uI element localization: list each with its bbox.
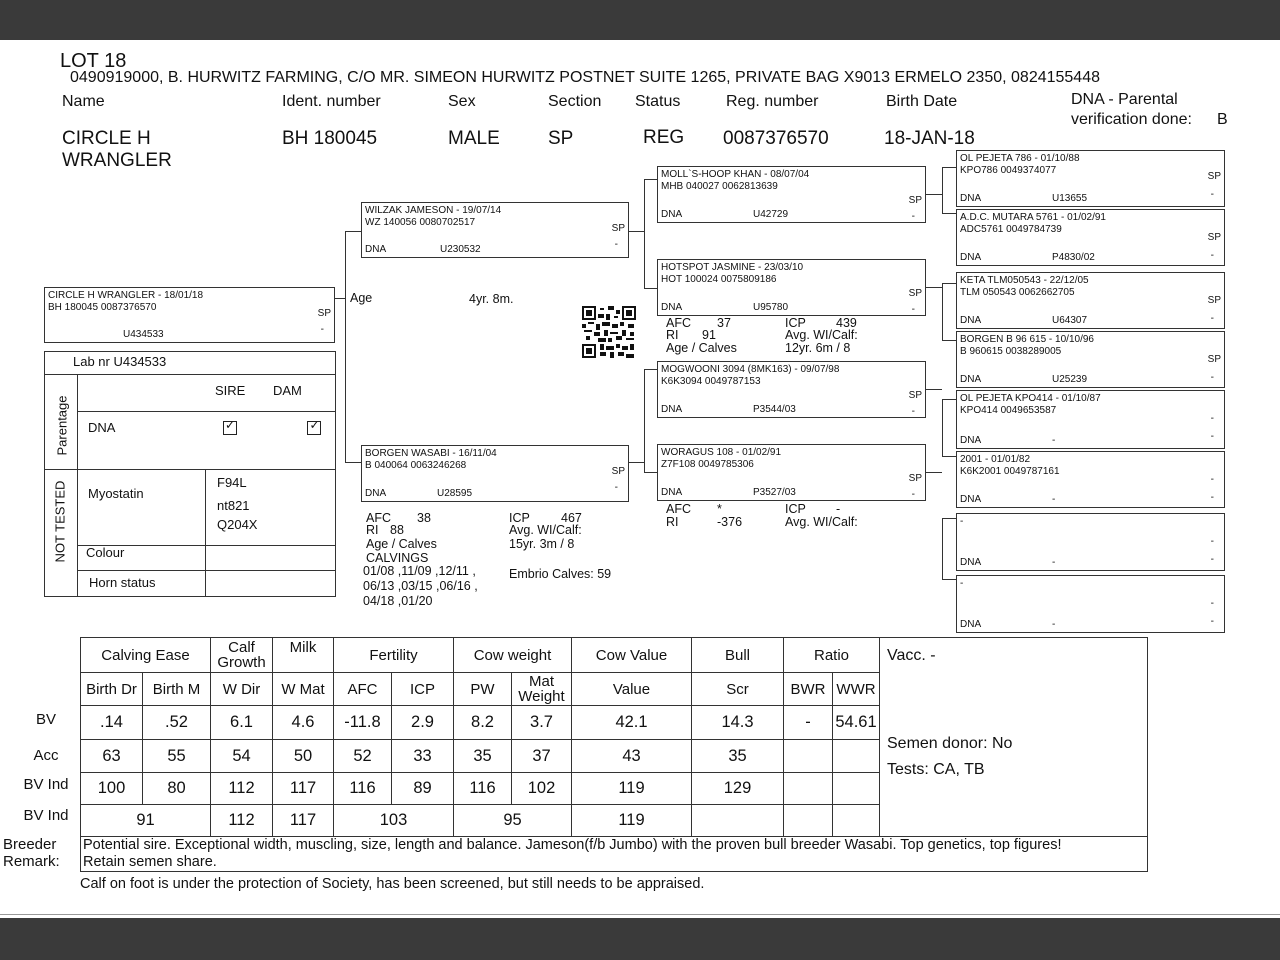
gp2-ri: 91 xyxy=(702,328,716,342)
dam-afc: 38 xyxy=(417,511,431,525)
dam-calvings-3: 04/18 ,01/20 xyxy=(363,594,433,608)
acc-cell: 37 xyxy=(512,740,572,773)
dam-box xyxy=(361,445,629,502)
connector xyxy=(926,472,942,473)
ggp2-dna: P4830/02 xyxy=(1052,252,1095,263)
gp-box-4 xyxy=(657,444,926,501)
sire-sp: SP xyxy=(611,223,625,234)
ggp4-dash: - xyxy=(1210,372,1214,383)
ggp-box-2 xyxy=(956,209,1225,266)
gp2-avg-label: Avg. WI/Calf: xyxy=(785,328,858,342)
divider xyxy=(77,374,78,596)
gp4-title: WORAGUS 108 - 01/02/91 xyxy=(661,447,782,458)
bvind2-calving-ease: 91 xyxy=(81,805,211,837)
ggp7-dna: - xyxy=(1052,557,1056,568)
connector xyxy=(942,518,956,519)
subject-dna: U434533 xyxy=(123,329,164,340)
gp1-dna-label: DNA xyxy=(661,209,683,220)
gp1-title: MOLL`S-HOOP KHAN - 08/07/04 xyxy=(661,169,810,180)
gp4-sp: SP xyxy=(908,473,922,484)
gp2-ident: HOT 100024 0075809186 xyxy=(661,274,777,285)
acc-cell: 63 xyxy=(81,740,143,773)
dam-calvings-1: 01/08 ,11/09 ,12/11 , xyxy=(363,564,476,578)
lab-box xyxy=(44,351,336,597)
dam-ri: 88 xyxy=(390,523,404,537)
gp4-dash: - xyxy=(911,489,915,500)
sire-box xyxy=(361,202,629,258)
connector xyxy=(942,518,943,580)
dam-age-calves: 15yr. 3m / 8 xyxy=(509,537,575,551)
remark-label: Remark: xyxy=(3,853,60,870)
dam-embrio: Embrio Calves: 59 xyxy=(509,567,612,581)
ggp-box-1 xyxy=(956,150,1225,207)
connector xyxy=(942,399,956,400)
gp3-title: MOGWOONI 3094 (8MK163) - 09/07/98 xyxy=(661,364,840,375)
dam-sp: SP xyxy=(611,466,625,477)
bvind-cell: 102 xyxy=(512,773,572,805)
ggp-box-5 xyxy=(956,390,1225,449)
myo-q204x: Q204X xyxy=(217,517,258,532)
bvind-cell xyxy=(784,773,833,805)
ggp6-sp: - xyxy=(1210,474,1214,485)
sire-dna-label: DNA xyxy=(365,244,387,255)
ggp6-dna: - xyxy=(1052,494,1056,505)
sub-w-dir: W Dir xyxy=(211,673,273,706)
dam-title: BORGEN WASABI - 16/11/04 xyxy=(365,448,497,459)
acc-cell: 35 xyxy=(692,740,784,773)
horn-label: Horn status xyxy=(89,575,156,590)
gp1-sp: SP xyxy=(908,195,922,206)
bvind-cell: 117 xyxy=(273,773,334,805)
dam-avg-label: Avg. WI/Calf: xyxy=(509,523,582,537)
gp3-dash: - xyxy=(911,406,915,417)
subject-sp: SP xyxy=(317,308,331,319)
row-label-bvind: BV Ind xyxy=(23,776,69,793)
ggp1-dna: U13655 xyxy=(1052,193,1088,204)
ggp-box-3 xyxy=(956,272,1225,329)
ggp4-title: BORGEN B 96 615 - 10/10/96 xyxy=(960,334,1094,345)
grp-fertility: Fertility xyxy=(334,638,454,673)
lot-number: LOT 18 xyxy=(60,50,127,72)
dam-dna-label: DNA xyxy=(365,488,387,499)
ggp6-dash: - xyxy=(1210,492,1214,503)
ggp1-sp: SP xyxy=(1207,171,1221,182)
dam-dash: - xyxy=(614,482,618,493)
subject-box xyxy=(44,287,335,343)
ggp5-sp: - xyxy=(1210,413,1214,424)
ggp8-sp: - xyxy=(1210,598,1214,609)
ggp3-sp: SP xyxy=(1207,295,1221,306)
ggp-box-8 xyxy=(956,575,1225,633)
gp2-dna: U95780 xyxy=(753,302,789,313)
grp-ratio: Ratio xyxy=(784,638,880,673)
sub-icp: ICP xyxy=(392,673,454,706)
gp4-afc-label: AFC xyxy=(666,502,691,516)
connector xyxy=(942,213,956,214)
ggp2-dna-label: DNA xyxy=(960,252,982,263)
connector xyxy=(345,462,361,463)
gp2-sp: SP xyxy=(908,288,922,299)
subject-dash: - xyxy=(320,324,324,335)
sire-dna-checkbox xyxy=(223,421,237,435)
connector xyxy=(629,231,644,232)
ggp5-ident: KPO414 0049653587 xyxy=(960,405,1057,416)
gp2-afc: 37 xyxy=(717,316,731,330)
bv-cell: 2.9 xyxy=(392,706,454,740)
bvind2-wwr xyxy=(833,805,880,837)
grp-cow-weight: Cow weight xyxy=(454,638,572,673)
gp4-dna: P3527/03 xyxy=(753,487,796,498)
ggp-box-4 xyxy=(956,331,1225,388)
header-dna: DNA - Parental xyxy=(1071,91,1178,108)
sire-title: WILZAK JAMESON - 19/07/14 xyxy=(365,205,502,216)
subject-title: CIRCLE H WRANGLER - 18/01/18 xyxy=(48,290,204,301)
bv-cell: 8.2 xyxy=(454,706,512,740)
header-birth: Birth Date xyxy=(886,93,958,110)
ggp1-ident: KPO786 0049374077 xyxy=(960,165,1057,176)
acc-cell: 52 xyxy=(334,740,392,773)
tests-text: Tests: CA, TB xyxy=(887,761,985,778)
divider xyxy=(45,469,335,470)
ggp3-dna-label: DNA xyxy=(960,315,982,326)
bvind-cell: 119 xyxy=(572,773,692,805)
acc-cell: 35 xyxy=(454,740,512,773)
ggp6-dna-label: DNA xyxy=(960,494,982,505)
acc-cell: 43 xyxy=(572,740,692,773)
sub-mat-weight: Mat Weight xyxy=(512,673,572,706)
gp2-age-calves: 12yr. 6m / 8 xyxy=(785,341,851,355)
bvind-cell: 129 xyxy=(692,773,784,805)
gp-box-3 xyxy=(657,361,926,418)
connector xyxy=(345,231,346,463)
gp2-icp-label: ICP xyxy=(785,316,806,330)
connector xyxy=(942,283,943,341)
gp4-icp-label: ICP xyxy=(785,502,806,516)
myo-f94l: F94L xyxy=(217,475,247,490)
bvind-cell: 116 xyxy=(334,773,392,805)
ggp1-title: OL PEJETA 786 - 01/10/88 xyxy=(960,153,1080,164)
gp3-dna: P3544/03 xyxy=(753,404,796,415)
bv-cell: 14.3 xyxy=(692,706,784,740)
bv-cell: - xyxy=(784,706,833,740)
qr-code xyxy=(582,306,636,358)
gp2-title: HOTSPOT JASMINE - 23/03/10 xyxy=(661,262,804,273)
gp-box-1 xyxy=(657,166,926,223)
connector xyxy=(942,167,956,168)
header-ident: Ident. number xyxy=(282,93,381,110)
row-label-acc: Acc xyxy=(33,747,59,764)
remark-line-1: Potential sire. Exceptional width, muscling, size, length and balance. Jameson(f/b Jumbo) with the proven bull breeder Wasabi. Top genetics, top figures! xyxy=(83,837,1062,853)
vacc-cell xyxy=(880,638,1148,837)
bvind-cell: 89 xyxy=(392,773,454,805)
age-label: Age xyxy=(350,291,373,305)
gp1-ident: MHB 040027 0062813639 xyxy=(661,181,778,192)
gp4-dna-label: DNA xyxy=(661,487,683,498)
dam-ri-label: RI xyxy=(366,523,379,537)
ggp3-dash: - xyxy=(1210,313,1214,324)
bvind2-fertility: 103 xyxy=(334,805,454,837)
dam-col-label: DAM xyxy=(273,383,302,398)
ggp2-title: A.D.C. MUTARA 5761 - 01/02/91 xyxy=(960,212,1106,223)
sub-birth-dr: Birth Dr xyxy=(81,673,143,706)
ggp4-sp: SP xyxy=(1207,354,1221,365)
grp-bull: Bull xyxy=(692,638,784,673)
ggp5-title: OL PEJETA KPO414 - 01/10/87 xyxy=(960,393,1101,404)
bvind-cell: 100 xyxy=(81,773,143,805)
animal-name-2: WRANGLER xyxy=(62,150,172,171)
header-section: Section xyxy=(548,93,602,110)
sire-col-label: SIRE xyxy=(215,383,246,398)
ggp1-dna-label: DNA xyxy=(960,193,982,204)
owner-address: 0490919000, B. HURWITZ FARMING, C/O MR. SIMEON HURWITZ POSTNET SUITE 1265, PRIVATE BAG X9013 ERMELO 2350, 0824155448 xyxy=(70,69,1100,86)
bv-cell: 54.61 xyxy=(833,706,880,740)
connector xyxy=(942,283,956,284)
breeder-label: Breeder xyxy=(3,836,57,853)
grp-calf-growth: Calf Growth xyxy=(211,638,273,673)
grp-milk: Milk xyxy=(273,638,334,673)
ggp8-dna-label: DNA xyxy=(960,619,982,630)
top-bar xyxy=(0,0,1280,40)
bvind-cell: 80 xyxy=(143,773,211,805)
bv-cell: .52 xyxy=(143,706,211,740)
gp2-dna-label: DNA xyxy=(661,302,683,313)
myostatin-label: Myostatin xyxy=(88,486,144,501)
row-label-bvind-2: BV Ind xyxy=(23,807,69,824)
gp1-dash: - xyxy=(911,211,915,222)
acc-cell: 33 xyxy=(392,740,454,773)
divider xyxy=(77,570,335,571)
bvind2-bwr xyxy=(784,805,833,837)
bottom-bar xyxy=(0,918,1280,960)
connector xyxy=(644,179,645,289)
bvind-cell: 116 xyxy=(454,773,512,805)
bvind2-cow-weight: 95 xyxy=(454,805,572,837)
ggp8-title: - xyxy=(960,578,964,589)
connector xyxy=(335,298,345,299)
bvind2-bull xyxy=(692,805,784,837)
dam-age-calves-label: Age / Calves xyxy=(366,537,437,551)
connector xyxy=(644,179,657,180)
ggp2-ident: ADC5761 0049784739 xyxy=(960,224,1062,235)
vacc-text: Vacc. - xyxy=(887,647,936,664)
sub-value: Value xyxy=(572,673,692,706)
gp2-ri-label: RI xyxy=(666,328,679,342)
ggp4-dna-label: DNA xyxy=(960,374,982,385)
ggp8-dash: - xyxy=(1210,616,1214,627)
connector xyxy=(644,472,657,473)
animal-ident: BH 180045 xyxy=(282,128,378,149)
parentage-label: Parentage xyxy=(54,395,70,456)
not-tested-label: NOT TESTED xyxy=(52,480,68,563)
connector xyxy=(942,579,956,580)
gp4-afc: * xyxy=(717,502,722,516)
bv-cell: 4.6 xyxy=(273,706,334,740)
ggp6-title: 2001 - 01/01/82 xyxy=(960,454,1031,465)
bvind2-cow-value: 119 xyxy=(572,805,692,837)
dam-dna-checkbox xyxy=(307,421,321,435)
sub-pw: PW xyxy=(454,673,512,706)
gp4-ri-label: RI xyxy=(666,515,679,529)
divider xyxy=(205,469,206,596)
gp-box-2 xyxy=(657,259,926,316)
gp3-dna-label: DNA xyxy=(661,404,683,415)
breeder-remark xyxy=(81,837,1148,872)
gp4-ident: Z7F108 0049785306 xyxy=(661,459,754,470)
sub-wwr: WWR xyxy=(833,673,880,706)
sire-dna: U230532 xyxy=(440,244,481,255)
animal-section: SP xyxy=(548,128,574,149)
dam-dna: U28595 xyxy=(437,488,473,499)
dam-calvings-2: 06/13 ,03/15 ,06/16 , xyxy=(363,579,478,593)
dam-ident: B 040064 0063246268 xyxy=(365,460,467,471)
dam-icp: 467 xyxy=(561,511,582,525)
animal-status: REG xyxy=(643,127,685,148)
connector xyxy=(942,340,956,341)
sub-afc: AFC xyxy=(334,673,392,706)
bvind-cell xyxy=(833,773,880,805)
myo-nt821: nt821 xyxy=(217,498,250,513)
age-value: 4yr. 8m. xyxy=(469,292,514,306)
ggp5-dna-label: DNA xyxy=(960,435,982,446)
bvind2-calf-growth: 112 xyxy=(211,805,273,837)
ggp4-dna: U25239 xyxy=(1052,374,1088,385)
remark-line-2: Retain semen share. xyxy=(83,854,217,870)
acc-cell: 50 xyxy=(273,740,334,773)
gp1-dna: U42729 xyxy=(753,209,789,220)
connector xyxy=(644,369,657,370)
header-name: Name xyxy=(62,93,105,110)
ggp7-dna-label: DNA xyxy=(960,557,982,568)
ggp7-dash: - xyxy=(1210,554,1214,565)
header-dna-verify: verification done: xyxy=(1071,111,1192,128)
sub-birth-m: Birth M xyxy=(143,673,211,706)
ggp7-sp: - xyxy=(1210,536,1214,547)
bv-cell: 3.7 xyxy=(512,706,572,740)
acc-cell: 55 xyxy=(143,740,211,773)
gp2-icp: 439 xyxy=(836,316,857,330)
bottom-divider xyxy=(0,914,1280,915)
connector xyxy=(644,288,657,289)
ggp5-dash: - xyxy=(1210,431,1214,442)
colour-label: Colour xyxy=(86,545,125,560)
connector xyxy=(942,399,943,457)
dam-calvings-label: CALVINGS xyxy=(366,551,429,565)
gp4-icp: - xyxy=(836,502,841,516)
connector xyxy=(644,369,645,473)
semen-donor: Semen donor: No xyxy=(887,735,1013,752)
animal-birth: 18-JAN-18 xyxy=(884,128,975,149)
sub-w-mat: W Mat xyxy=(273,673,334,706)
bv-cell: -11.8 xyxy=(334,706,392,740)
gp2-afc-label: AFC xyxy=(666,316,691,330)
header-reg: Reg. number xyxy=(726,93,819,110)
dam-icp-label: ICP xyxy=(509,511,530,525)
acc-cell: 54 xyxy=(211,740,273,773)
header-status: Status xyxy=(635,93,681,110)
dna-verify-value: B xyxy=(1217,111,1228,128)
sub-scr: Scr xyxy=(692,673,784,706)
ggp8-dna: - xyxy=(1052,619,1056,630)
dna-row-label: DNA xyxy=(88,420,116,435)
acc-cell xyxy=(833,740,880,773)
gp3-sp: SP xyxy=(908,390,922,401)
divider xyxy=(45,374,335,375)
bv-cell: 6.1 xyxy=(211,706,273,740)
ggp7-title: - xyxy=(960,516,964,527)
ggp1-dash: - xyxy=(1210,189,1214,200)
ggp3-ident: TLM 050543 0062662705 xyxy=(960,287,1075,298)
grp-calving-ease: Calving Ease xyxy=(81,638,211,673)
lab-number: Lab nr U434533 xyxy=(73,354,167,369)
gp2-dash: - xyxy=(911,304,915,315)
ggp5-dna: - xyxy=(1052,435,1056,446)
acc-cell xyxy=(784,740,833,773)
sub-bwr: BWR xyxy=(784,673,833,706)
connector xyxy=(926,287,942,288)
connector xyxy=(942,167,943,214)
ggp4-ident: B 960615 0038289005 xyxy=(960,346,1062,357)
header-sex: Sex xyxy=(448,93,476,110)
grp-cow-value: Cow Value xyxy=(572,638,692,673)
connector xyxy=(629,462,644,463)
subject-ident: BH 180045 0087376570 xyxy=(48,302,157,313)
connector xyxy=(926,389,942,390)
animal-name-1: CIRCLE H xyxy=(62,128,151,149)
ggp2-dash: - xyxy=(1210,250,1214,261)
bvind2-milk: 117 xyxy=(273,805,334,837)
gp4-avg-label: Avg. WI/Calf: xyxy=(785,515,858,529)
animal-reg: 0087376570 xyxy=(723,128,829,149)
sire-dash: - xyxy=(614,239,618,250)
bv-cell: 42.1 xyxy=(572,706,692,740)
bv-table xyxy=(80,637,1148,872)
connector xyxy=(926,194,942,195)
gp4-ri: -376 xyxy=(717,515,743,529)
ggp-box-7 xyxy=(956,513,1225,571)
ggp6-ident: K6K2001 0049787161 xyxy=(960,466,1060,477)
sire-ident: WZ 140056 0080702517 xyxy=(365,217,476,228)
connector xyxy=(942,456,956,457)
divider xyxy=(77,411,335,412)
ggp3-dna: U64307 xyxy=(1052,315,1088,326)
animal-sex: MALE xyxy=(448,128,500,149)
ggp2-sp: SP xyxy=(1207,232,1221,243)
connector xyxy=(345,231,361,232)
gp2-age-calves-label: Age / Calves xyxy=(666,341,737,355)
row-label-bv: BV xyxy=(35,711,56,728)
bv-cell: .14 xyxy=(81,706,143,740)
ggp3-title: KETA TLM050543 - 22/12/05 xyxy=(960,275,1089,286)
bvind-cell: 112 xyxy=(211,773,273,805)
footer-note: Calf on foot is under the protection of Society, has been screened, but still needs to be appraised. xyxy=(80,876,705,892)
gp3-ident: K6K3094 0049787153 xyxy=(661,376,761,387)
dam-afc-label: AFC xyxy=(366,511,391,525)
ggp-box-6 xyxy=(956,451,1225,508)
